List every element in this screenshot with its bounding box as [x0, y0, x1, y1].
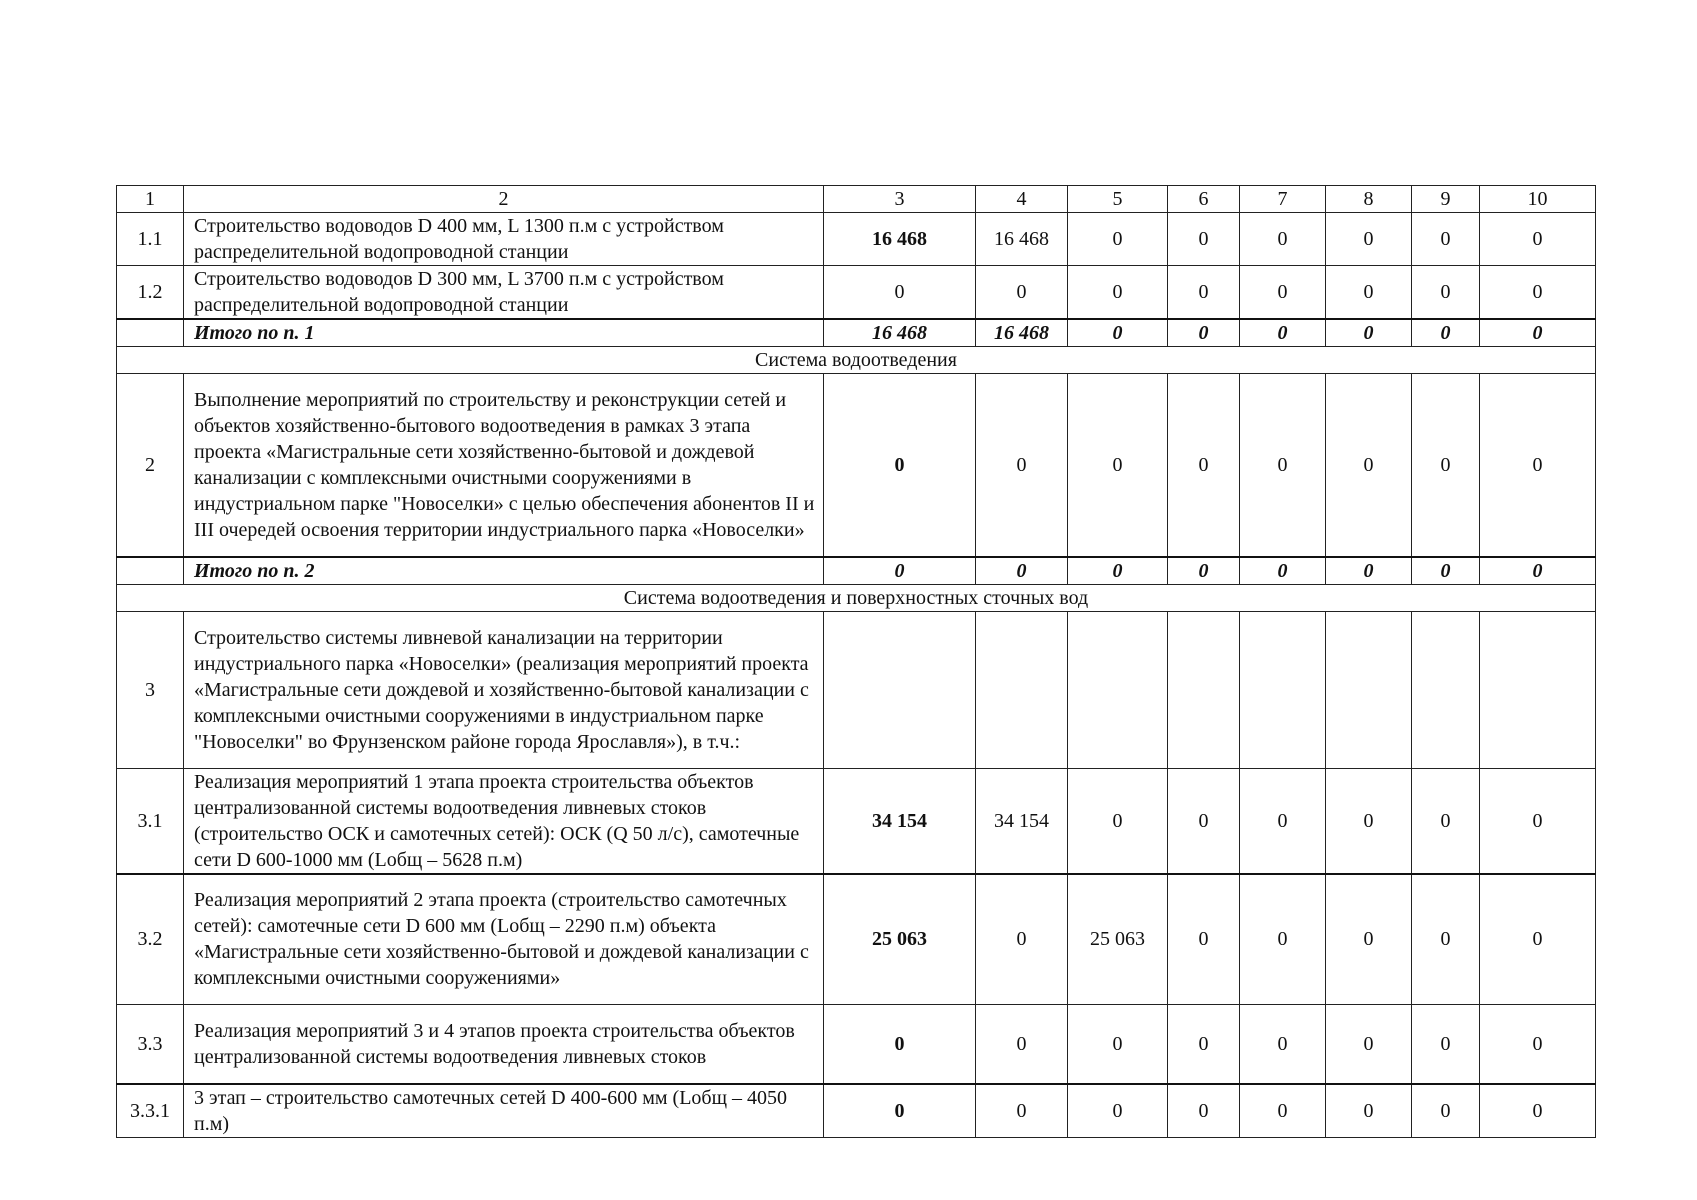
column-number-row	[117, 186, 1596, 213]
total-value: 0	[1168, 557, 1240, 585]
row-description: Реализация мероприятий 1 этапа проекта строительства объектов централизованной системы водоотведения ливневых стоков (строительство ОСК и самотечных сетей): ОСК (Q 50 л/с), самотечные сети D 600-1000 мм (Lобщ – 5628 п.м)	[184, 768, 824, 874]
table-row	[117, 874, 1596, 1005]
row-number: 3	[117, 611, 184, 768]
value-cell: 0	[1240, 1005, 1326, 1084]
total-value: 0	[1068, 557, 1168, 585]
table-row	[117, 266, 1596, 320]
value-cell: 0	[1068, 1005, 1168, 1084]
row-description: Реализация мероприятий 3 и 4 этапов проекта строительства объектов централизованной системы водоотведения ливневых стоков	[184, 1005, 824, 1084]
column-number: 7	[1240, 186, 1326, 213]
column-number: 9	[1412, 186, 1480, 213]
row-description: Выполнение мероприятий по строительству и реконструкции сетей и объектов хозяйственно-бытового водоотведения в рамках 3 этапа проекта «Магистральные сети хозяйственно-бытовой и дождевой канализации с комплексными очистными сооружениями в индустриальном парке "Новоселки» с целью обеспечения абонентов II и III очередей освоения территории индустриального парка «Новоселки»	[184, 374, 824, 557]
value-cell: 34 154	[976, 768, 1068, 874]
total-value: 16 468	[824, 319, 976, 347]
total-value: 0	[1240, 557, 1326, 585]
total-row	[117, 319, 1596, 347]
value-cell: 0	[1068, 213, 1168, 266]
empty-cell	[1168, 611, 1240, 768]
value-cell: 0	[1412, 768, 1480, 874]
total-label: Итого по п. 2	[184, 557, 824, 585]
value-cell: 0	[976, 874, 1068, 1005]
value-cell: 0	[1326, 213, 1412, 266]
value-cell: 0	[1480, 213, 1596, 266]
table-row	[117, 768, 1596, 874]
value-cell: 0	[976, 266, 1068, 320]
empty-cell	[1240, 611, 1326, 768]
value-cell: 0	[1168, 874, 1240, 1005]
row-number: 1.1	[117, 213, 184, 266]
total-value: 0	[1326, 557, 1412, 585]
table-row	[117, 374, 1596, 557]
value-cell: 0	[1326, 374, 1412, 557]
empty-cell	[1068, 611, 1168, 768]
value-cell: 0	[1168, 374, 1240, 557]
value-cell: 0	[1240, 1084, 1326, 1138]
value-cell: 0	[1326, 266, 1412, 320]
value-cell: 0	[1168, 768, 1240, 874]
table-row	[117, 1084, 1596, 1138]
row-number: 2	[117, 374, 184, 557]
value-cell: 0	[1240, 213, 1326, 266]
value-cell: 0	[1240, 266, 1326, 320]
table-row	[117, 611, 1596, 768]
value-cell: 0	[1480, 266, 1596, 320]
empty-cell	[1412, 611, 1480, 768]
value-cell: 16 468	[824, 213, 976, 266]
value-cell: 0	[1068, 266, 1168, 320]
total-value: 0	[1240, 319, 1326, 347]
value-cell: 0	[824, 374, 976, 557]
value-cell: 0	[824, 266, 976, 320]
value-cell: 0	[1412, 1084, 1480, 1138]
value-cell: 0	[1480, 374, 1596, 557]
value-cell: 0	[976, 1005, 1068, 1084]
total-row	[117, 557, 1596, 585]
section-title: Система водоотведения и поверхностных сточных вод	[117, 584, 1596, 611]
value-cell: 0	[1480, 768, 1596, 874]
row-description: Строительство водоводов D 400 мм, L 1300 п.м с устройством распределительной водопроводной станции	[184, 213, 824, 266]
row-number: 3.1	[117, 768, 184, 874]
value-cell: 0	[1326, 768, 1412, 874]
total-value: 0	[1412, 319, 1480, 347]
value-cell: 0	[1326, 874, 1412, 1005]
value-cell: 0	[1240, 374, 1326, 557]
value-cell: 0	[976, 374, 1068, 557]
empty-cell	[117, 319, 184, 347]
column-number: 8	[1326, 186, 1412, 213]
value-cell: 25 063	[1068, 874, 1168, 1005]
section-row	[117, 347, 1596, 374]
column-number: 4	[976, 186, 1068, 213]
column-number: 3	[824, 186, 976, 213]
value-cell: 0	[1240, 874, 1326, 1005]
total-value: 0	[1480, 319, 1596, 347]
row-description: Реализация мероприятий 2 этапа проекта (строительство самотечных сетей): самотечные сети D 600 мм (Lобщ – 2290 п.м) объекта «Магистральные сети хозяйственно-бытовой и дождевой канализации с комплексными очистными сооружениями»	[184, 874, 824, 1005]
value-cell: 16 468	[976, 213, 1068, 266]
empty-cell	[117, 557, 184, 585]
value-cell: 0	[1326, 1005, 1412, 1084]
value-cell: 0	[1480, 1005, 1596, 1084]
table-row	[117, 1005, 1596, 1084]
total-value: 0	[824, 557, 976, 585]
total-value: 0	[1480, 557, 1596, 585]
total-value: 0	[1068, 319, 1168, 347]
total-value: 0	[1412, 557, 1480, 585]
value-cell: 34 154	[824, 768, 976, 874]
empty-cell	[1480, 611, 1596, 768]
column-number: 1	[117, 186, 184, 213]
table-row	[117, 213, 1596, 266]
value-cell: 0	[1068, 1084, 1168, 1138]
total-value: 0	[976, 557, 1068, 585]
column-number: 6	[1168, 186, 1240, 213]
value-cell: 0	[1412, 1005, 1480, 1084]
value-cell: 0	[1240, 768, 1326, 874]
value-cell: 0	[1168, 266, 1240, 320]
row-description: Строительство системы ливневой канализации на территории индустриального парка «Новоселки» (реализация мероприятий проекта «Магистральные сети дождевой и хозяйственно-бытовой канализации с комплексными очистными сооружениями в индустриальном парке "Новоселки" во Фрунзенском районе города Ярославля»), в т.ч.:	[184, 611, 824, 768]
section-row	[117, 584, 1596, 611]
value-cell: 0	[1412, 374, 1480, 557]
column-number: 10	[1480, 186, 1596, 213]
value-cell: 0	[976, 1084, 1068, 1138]
value-cell: 0	[824, 1005, 976, 1084]
total-value: 16 468	[976, 319, 1068, 347]
column-number: 5	[1068, 186, 1168, 213]
row-number: 3.2	[117, 874, 184, 1005]
value-cell: 0	[1068, 374, 1168, 557]
investment-table	[116, 185, 1596, 1138]
value-cell: 0	[1168, 213, 1240, 266]
value-cell: 0	[1412, 213, 1480, 266]
value-cell: 0	[1480, 874, 1596, 1005]
value-cell: 0	[1412, 266, 1480, 320]
total-value: 0	[1326, 319, 1412, 347]
value-cell: 0	[1168, 1005, 1240, 1084]
row-description: Строительство водоводов D 300 мм, L 3700 п.м с устройством распределительной водопроводной станции	[184, 266, 824, 320]
row-number: 3.3.1	[117, 1084, 184, 1138]
row-number: 1.2	[117, 266, 184, 320]
value-cell: 0	[1068, 768, 1168, 874]
total-value: 0	[1168, 319, 1240, 347]
total-label: Итого по п. 1	[184, 319, 824, 347]
section-title: Система водоотведения	[117, 347, 1596, 374]
value-cell: 25 063	[824, 874, 976, 1005]
value-cell: 0	[1168, 1084, 1240, 1138]
value-cell: 0	[1412, 874, 1480, 1005]
row-number: 3.3	[117, 1005, 184, 1084]
column-number: 2	[184, 186, 824, 213]
value-cell: 0	[1480, 1084, 1596, 1138]
row-description: 3 этап – строительство самотечных сетей D 400-600 мм (Lобщ – 4050 п.м)	[184, 1084, 824, 1138]
empty-cell	[824, 611, 976, 768]
empty-cell	[1326, 611, 1412, 768]
value-cell: 0	[824, 1084, 976, 1138]
value-cell: 0	[1326, 1084, 1412, 1138]
empty-cell	[976, 611, 1068, 768]
